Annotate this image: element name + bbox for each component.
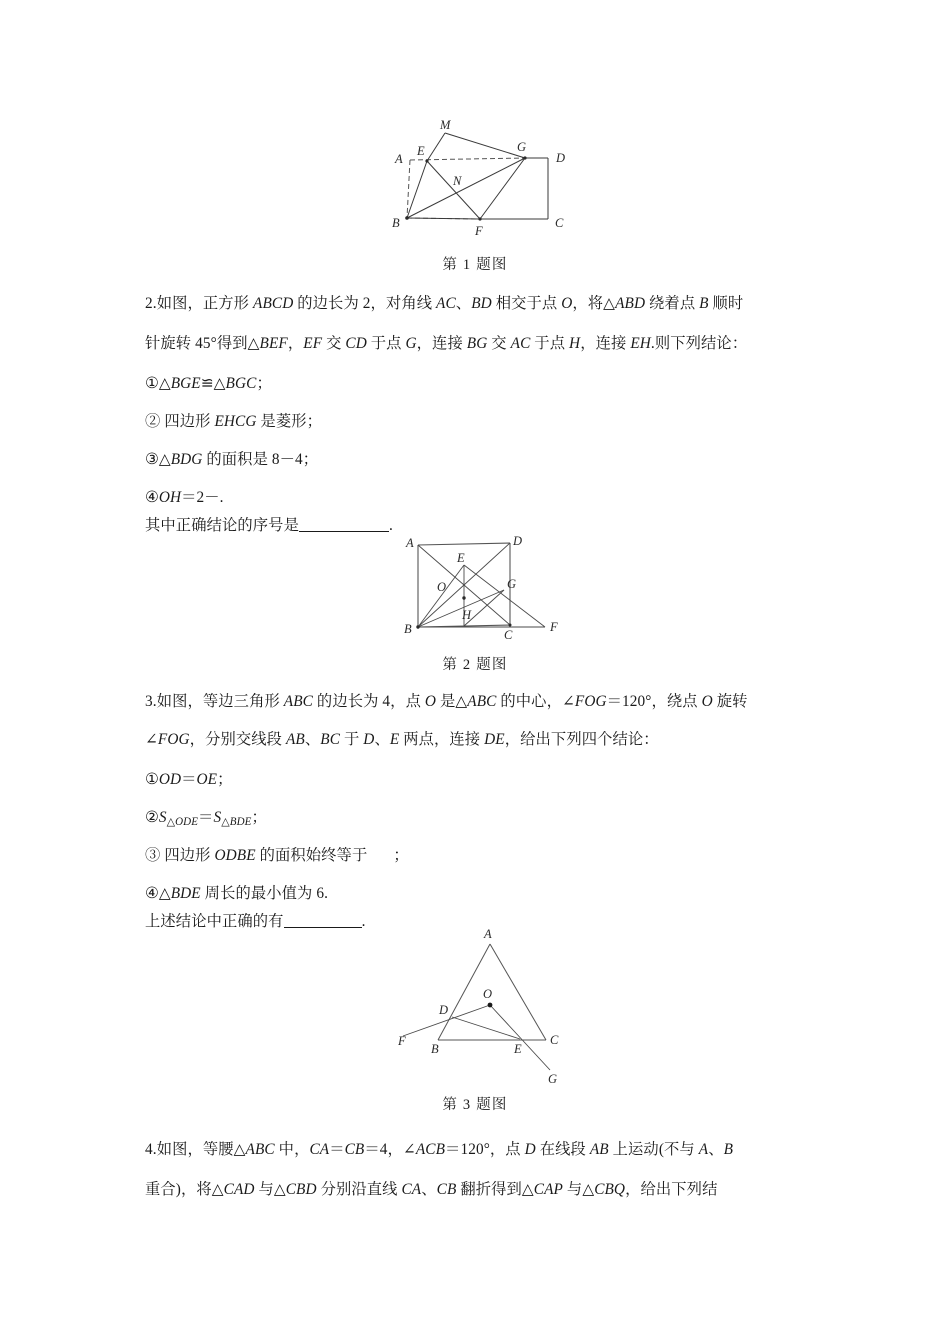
fig2-label-A: A (406, 536, 414, 550)
problem-3-item-3: ③ 四边形 ODBE 的面积始终等于 ； (145, 847, 409, 864)
problem-3-item-4: ④△BDE 周长的最小值为 6. (145, 885, 329, 902)
problem-2-line-2: 针旋转 45°得到△BEF，EF 交 CD 于点 G，连接 BG 交 AC 于点 H，连接 EH.则下列结论： (145, 335, 748, 352)
fig1-label-B: B (392, 216, 400, 230)
fig3-label-E: E (514, 1042, 522, 1056)
fig3-label-C: C (550, 1033, 559, 1047)
fig2-label-H: H (462, 608, 472, 622)
problem-4-line-2: 重合)，将△CAD 与△CBD 分别沿直线 CA、CB 翻折得到△CAP 与△CBQ，给出下列结 (145, 1181, 718, 1198)
figure-3-caption: 第 3 题图 (442, 1097, 508, 1113)
problem-2-item-1: ①△BGE≌△BGC； (145, 375, 272, 392)
problem-3-item-1: ①OD＝OE； (145, 771, 233, 788)
problem-3-answer-blank[interactable] (284, 913, 362, 928)
problem-4-number: 4. (145, 1141, 157, 1158)
problem-2-number: 2. (145, 295, 157, 312)
fig1-label-A: A (395, 152, 403, 166)
fig3-label-B: B (431, 1042, 439, 1056)
fig3-label-F: F (398, 1034, 406, 1048)
problem-3-number: 3. (145, 693, 157, 710)
fig1-label-F: F (475, 224, 483, 238)
fig2-label-F: F (550, 620, 558, 634)
problem-3-item-2: $②S_{\triangle ODE}=S_{\triangle BDE}$； (145, 809, 267, 829)
fig2-label-O: O (437, 580, 447, 594)
fig1-label-C: C (555, 216, 564, 230)
problem-3-line-1: 3.如图，等边三角形 ABC 的边长为 4，点 O 是△ABC 的中心，∠FOG＝120°，绕点 O 旋转 (145, 693, 748, 710)
problem-2-answer-line: 其中正确结论的序号是 . (145, 517, 393, 534)
problem-3-item-2-sub-1: △ODE (166, 816, 199, 829)
problem-2-item-3: ③△BDG 的面积是 8－4； (145, 451, 319, 468)
fig1-label-G: G (517, 140, 527, 154)
fig1-label-N: N (453, 174, 462, 188)
figure-2-caption: 第 2 题图 (442, 657, 508, 673)
problem-3-answer-line: 上述结论中正确的有 . (145, 913, 366, 930)
fig1-label-D: D (556, 151, 566, 165)
fig1-label-E: E (417, 144, 425, 158)
figure-3-diagram (398, 922, 588, 1087)
figure-2-diagram (400, 533, 575, 643)
fig2-label-E: E (457, 551, 465, 565)
fig2-label-G: G (507, 577, 517, 591)
problem-2-item-4: ④OH＝2－. (145, 489, 224, 506)
figure-1-caption: 第 1 题图 (442, 257, 508, 273)
fig2-label-C: C (504, 628, 513, 642)
problem-2-item-2: ② 四边形 EHCG 是菱形； (145, 413, 323, 430)
fig3-label-D: D (439, 1003, 449, 1017)
problem-3-line-2: ∠FOG，分别交线段 AB、BC 于 D、E 两点，连接 DE，给出下列四个结论： (145, 731, 659, 748)
problem-4-line-1: 4.如图，等腰△ABC 中，CA＝CB＝4，∠ACB＝120°，点 D 在线段 AB 上运动(不与 A、B (145, 1141, 734, 1158)
figure-1-diagram (380, 105, 590, 245)
fig2-label-B: B (404, 622, 412, 636)
problem-3-item-2-sub-2: △BDE (221, 816, 252, 829)
fig3-label-A: A (484, 927, 492, 941)
problem-2-answer-blank[interactable] (299, 517, 389, 532)
fig3-label-O: O (483, 987, 493, 1001)
fig3-label-G: G (548, 1072, 558, 1086)
fig2-label-D: D (513, 534, 523, 548)
problem-2-line-1: 2.如图，正方形 ABCD 的边长为 2，对角线 AC、BD 相交于点 O，将△ABD 绕着点 B 顺时 (145, 295, 744, 312)
fig1-label-M: M (440, 118, 451, 132)
